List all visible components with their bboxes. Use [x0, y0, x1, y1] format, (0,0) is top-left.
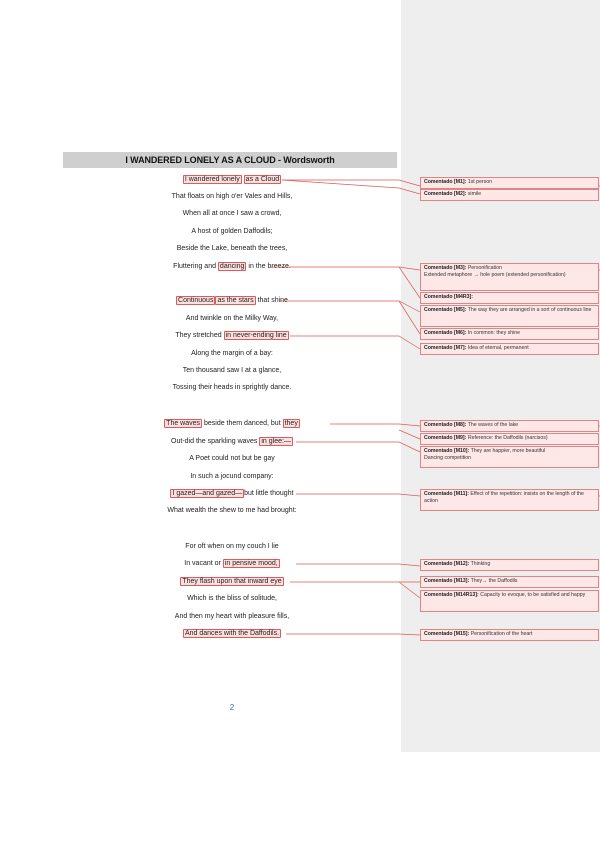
comment-m8[interactable]: Comentado [M8]: The waves of the lake [420, 420, 599, 432]
highlight-m10[interactable]: in glee:— [261, 438, 291, 445]
poem-line: When all at once I saw a crowd, [182, 210, 282, 217]
comment-m2[interactable]: Comentado [M2]: simile [420, 189, 599, 201]
highlight-m3[interactable]: dancing [219, 263, 245, 270]
comment-m5[interactable]: Comentado [M5]: The way they are arranged in a sort of continuous line [420, 305, 599, 327]
poem-title: I WANDERED LONELY AS A CLOUD - Wordsworth [63, 152, 397, 168]
poem-line: Out-did the sparkling waves in glee:— [171, 438, 291, 445]
poem-line: Continuous as the stars that shine [178, 297, 288, 304]
comment-m4r3[interactable]: Comentado [M4R3]: [420, 292, 599, 304]
poem-line [100, 576, 364, 588]
comment-m6[interactable]: Comentado [M6]: In common: they shine [420, 328, 599, 340]
highlight-m7[interactable]: in never-ending line [225, 332, 287, 339]
highlight-m1[interactable]: I wandered lonely [184, 176, 240, 183]
comment-m1[interactable]: Comentado [M1]: 1st person [420, 177, 599, 189]
poem-line: And then my heart with pleasure fills, [174, 613, 290, 620]
comment-m12[interactable]: Comentado [M12]: Thinking [420, 559, 599, 571]
page-number: 2 [229, 703, 235, 712]
comment-m14r13[interactable]: Comentado [M14R13]: Capacity to evoque, to be satisfied and happy [420, 590, 599, 612]
poem-line [100, 628, 364, 640]
poem-line [100, 174, 364, 186]
highlight-m12[interactable]: in pensive mood, [224, 560, 278, 567]
poem-line: They stretched in never-ending line [175, 332, 287, 339]
poem-line: That floats on high o'er Vales and Hills, [171, 193, 293, 200]
poem-line: The waves beside them danced, but they [166, 420, 298, 427]
poem-line: A Poet could not but be gay [189, 455, 275, 462]
comment-m10[interactable]: Comentado [M10]: They are happier, more beautiful Dancing competition [420, 446, 599, 468]
comment-m11[interactable]: Comentado [M11]: Effect of the repetition: insists on the length of the action [420, 489, 599, 511]
highlight-m9[interactable]: they [284, 420, 298, 427]
highlight-m8[interactable]: The waves [166, 420, 201, 427]
poem-line: In such a jocund company: [190, 473, 274, 480]
poem-line: I gazed—and gazed— but little thought [172, 490, 294, 497]
poem-line: For oft when on my couch I lie [185, 543, 279, 550]
comment-m15[interactable]: Comentado [M15]: Personification of the heart [420, 629, 599, 641]
poem-line: And twinkle on the Milky Way, [185, 315, 279, 322]
highlight-m2[interactable]: as a Cloud [245, 176, 280, 183]
poem-line: Beside the Lake, beneath the trees, [176, 245, 288, 252]
comment-m13[interactable]: Comentado [M13]: They→ the Daffodils [420, 576, 599, 588]
highlight-m15[interactable]: And dances with the Daffodils. [184, 630, 280, 637]
poem-line: What wealth the shew to me had brought: [167, 507, 297, 514]
poem-line: Tossing their heads in sprightly dance. [172, 384, 292, 391]
poem-line: A host of golden Daffodils; [191, 228, 273, 235]
poem-line: In vacant or in pensive mood, [184, 560, 278, 567]
highlight-m6[interactable]: as the stars [217, 297, 254, 304]
poem-line: Ten thousand saw I at a glance, [182, 367, 282, 374]
comment-m9[interactable]: Comentado [M9]: Reference: the Daffodils (narcisos) [420, 433, 599, 445]
poem-line: Fluttering and dancing in the breeze. [173, 263, 291, 270]
poem-line: Along the margin of a bay: [191, 350, 273, 357]
poem-line: Which is the bliss of solitude, [187, 595, 277, 602]
highlight-m11[interactable]: I gazed—and gazed— [172, 490, 243, 497]
highlight-m5[interactable]: Continuous [178, 297, 214, 304]
comment-m7[interactable]: Comentado [M7]: Idea of eternal, permanent [420, 343, 599, 355]
comment-m3[interactable]: Comentado [M3]: Personification Extended metaphore → hole poem (extended personification) [420, 263, 599, 291]
highlight-m13[interactable]: They flash upon that inward eye [182, 578, 282, 585]
